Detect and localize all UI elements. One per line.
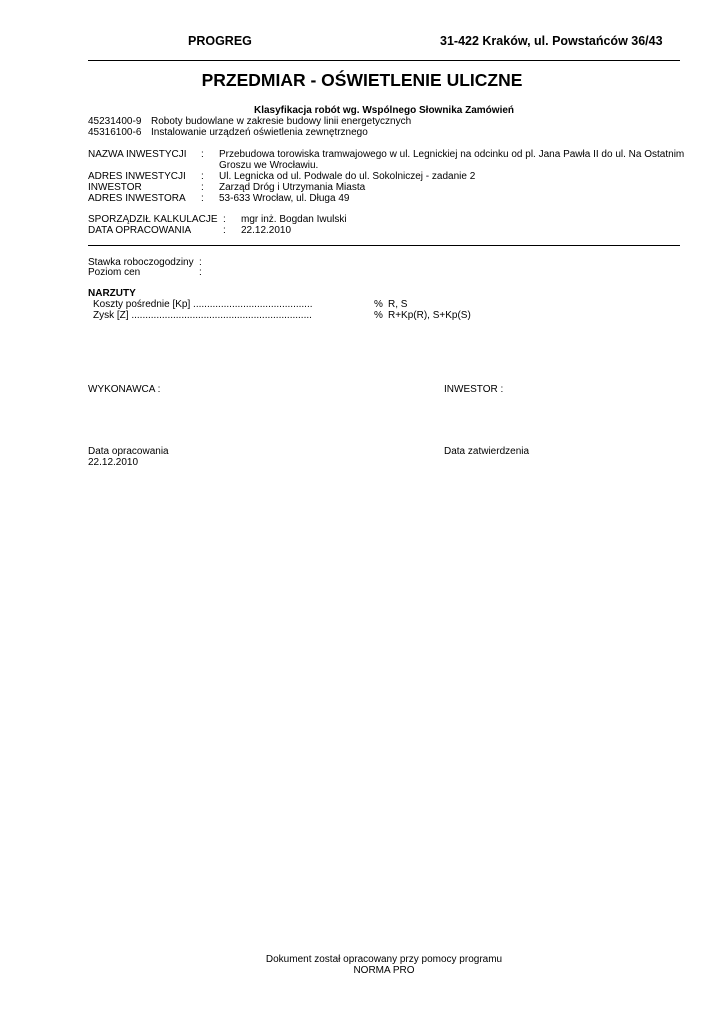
- approval-date-label: Data zatwierdzenia: [444, 446, 530, 457]
- investor-address-value: 53-633 Wrocław, ul. Długa 49: [219, 193, 350, 204]
- separator: :: [223, 214, 226, 225]
- company-address: 31-422 Kraków, ul. Powstańców 36/43: [440, 34, 663, 48]
- investor-signature-label: INWESTOR :: [444, 384, 504, 395]
- preparation-date-label: DATA OPRACOWANIA: [88, 225, 192, 236]
- classification-code: 45316100-6: [88, 127, 142, 138]
- company-name: PROGREG: [188, 34, 252, 48]
- separator: :: [199, 267, 202, 278]
- investor-address-label: ADRES INWESTORA: [88, 193, 186, 204]
- separator: :: [201, 193, 204, 204]
- investor-value: Zarząd Dróg i Utrzymania Miasta: [219, 182, 366, 193]
- classification-code: 45231400-9: [88, 116, 142, 127]
- prepared-by-value: mgr inż. Bogdan Iwulski: [241, 214, 347, 225]
- classification-heading: Klasyfikacja robót wg. Wspólnego Słownika Zamówień: [253, 105, 515, 116]
- contractor-label: WYKONAWCA :: [88, 384, 161, 395]
- page-title: PRZEDMIAR - OŚWIETLENIE ULICZNE: [201, 70, 523, 90]
- price-level-label: Poziom cen: [88, 267, 141, 278]
- header-divider: [88, 60, 680, 61]
- markup-basis: R+Kp(R), S+Kp(S): [388, 310, 471, 321]
- investor-label: INWESTOR: [88, 182, 142, 193]
- separator: :: [199, 257, 202, 268]
- markup-basis: R, S: [388, 299, 408, 310]
- classification-description: Instalowanie urządzeń oświetlenia zewnętrznego: [151, 127, 368, 138]
- markups-heading: NARZUTY: [88, 288, 136, 299]
- investment-address-value: Ul. Legnicka od ul. Podwale do ul. Sokolniczej - zadanie 2: [219, 171, 476, 182]
- investment-name-value: Przebudowa torowiska tramwajowego w ul. Legnickiej na odcinku od pl. Jana Pawła II do ul. Na Ostatnim Groszu we Wrocławiu.: [219, 149, 685, 171]
- prepared-date-value: 22.12.2010: [88, 457, 139, 468]
- separator: :: [201, 171, 204, 182]
- markup-label: Zysk [Z] .................................................................: [93, 310, 312, 321]
- markup-label: Koszty pośrednie [Kp] ...........................................: [93, 299, 313, 310]
- investment-name-label: NAZWA INWESTYCJI: [88, 149, 187, 160]
- markup-unit: %: [374, 310, 383, 321]
- section-divider: [88, 245, 680, 246]
- prepared-date-label: Data opracowania: [88, 446, 169, 457]
- markup-unit: %: [374, 299, 383, 310]
- investment-address-label: ADRES INWESTYCJI: [88, 171, 186, 182]
- footer-line-1: Dokument został opracowany przy pomocy programu: [265, 954, 503, 965]
- classification-description: Roboty budowlane w zakresie budowy linii energetycznych: [151, 116, 412, 127]
- footer-line-2: NORMA PRO: [353, 965, 415, 976]
- preparation-date-value: 22.12.2010: [241, 225, 292, 236]
- prepared-by-label: SPORZĄDZIŁ KALKULACJE: [88, 214, 218, 225]
- labor-rate-label: Stawka roboczogodziny: [88, 257, 194, 268]
- separator: :: [201, 149, 204, 160]
- separator: :: [201, 182, 204, 193]
- separator: :: [223, 225, 226, 236]
